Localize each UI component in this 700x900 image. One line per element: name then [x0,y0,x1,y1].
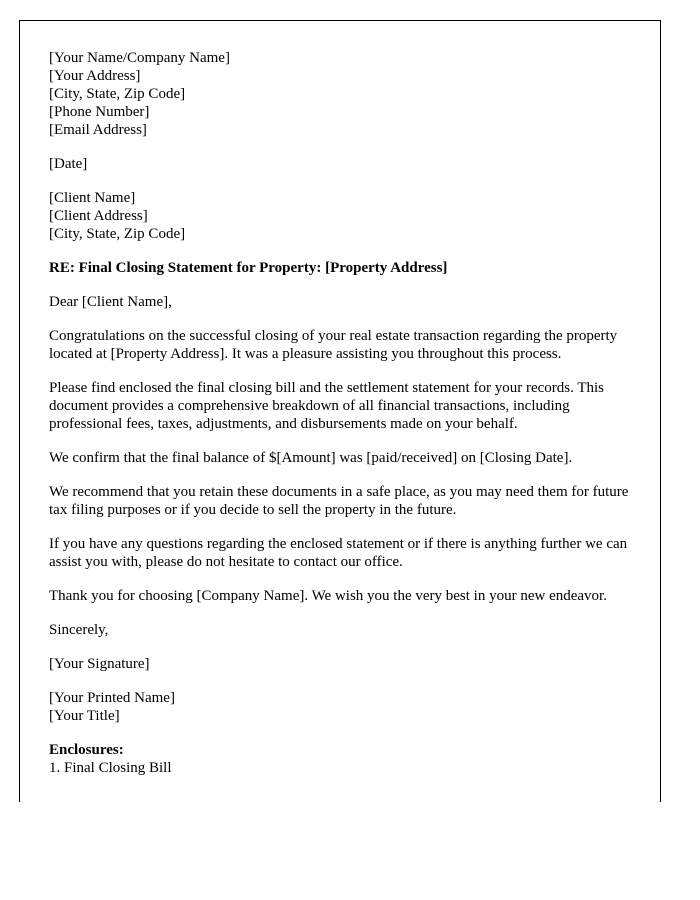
letter-date: [Date] [49,156,88,172]
recipient-block [49,189,639,243]
enclosures-heading: Enclosures: [49,742,124,758]
recipient-city-state-zip: [City, State, Zip Code] [49,226,186,242]
signer-title: [Your Title] [49,708,120,724]
sender-address: [Your Address] [49,68,141,84]
letter-body [49,49,639,777]
recipient-name: [Client Name] [49,190,136,206]
recipient-address: [Client Address] [49,208,148,224]
paragraph-questions: If you have any questions regarding the enclosed statement or if there is anything further we can assist you with, please do not hesitate to contact our office. [49,536,628,570]
date-block [49,155,639,173]
salutation: Dear [Client Name], [49,294,172,310]
paragraph-final-balance: We confirm that the final balance of $[Amount] was [paid/received] on [Closing Date]. [49,450,573,466]
printed-name: [Your Printed Name] [49,690,175,706]
enclosure-item: 1. Final Closing Bill [49,760,172,776]
subject-line: RE: Final Closing Statement for Property: [Property Address] [49,260,448,276]
signoff-block [49,689,639,725]
closing: Sincerely, [49,622,109,638]
paragraph-congratulations: Congratulations on the successful closing of your real estate transaction regarding the property located at [Property Address]. It was a pleasure assisting you throughout this process. [49,328,618,362]
sender-phone: [Phone Number] [49,104,150,120]
sender-name: [Your Name/Company Name] [49,50,230,66]
paragraph-retain-documents: We recommend that you retain these documents in a safe place, as you may need them for future tax filing purposes or if you decide to sell the property in the future. [49,484,629,518]
signature: [Your Signature] [49,656,150,672]
enclosures-block [49,741,639,777]
enclosures-list [49,759,639,777]
paragraph-thank-you: Thank you for choosing [Company Name]. We wish you the very best in your new endeavor. [49,588,607,604]
sender-email: [Email Address] [49,122,147,138]
sender-block [49,49,639,139]
paragraph-enclosed-documents: Please find enclosed the final closing bill and the settlement statement for your records. This document provides a comprehensive breakdown of all financial transactions, including professional fees, taxes, adjustments, and disbursements made on your behalf. [49,380,604,432]
letter-page [19,20,661,802]
sender-city-state-zip: [City, State, Zip Code] [49,86,186,102]
